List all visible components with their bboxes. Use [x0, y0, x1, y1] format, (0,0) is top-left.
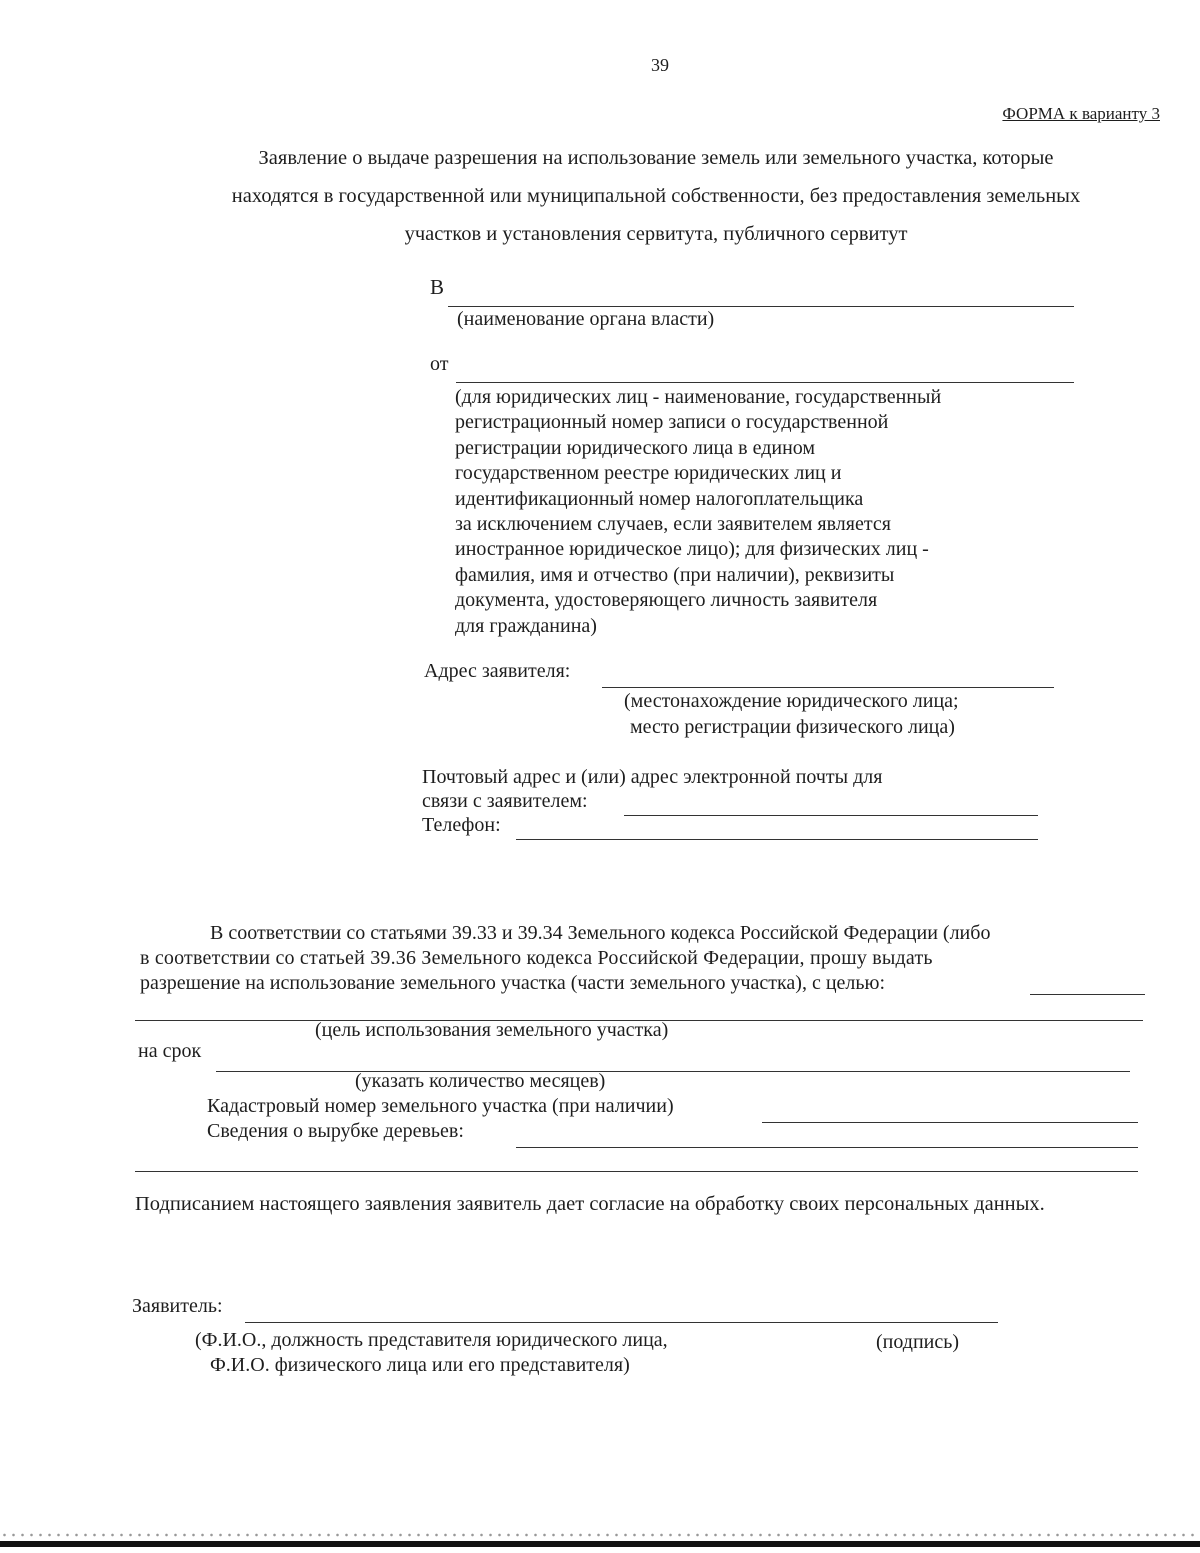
cadastral-field[interactable] [762, 1122, 1138, 1123]
applicant-caption-line: регистрационный номер записи о государственной [455, 411, 889, 434]
form-variant-label: ФОРМА к варианту 3 [1002, 104, 1160, 123]
applicant-caption-line: за исключением случаев, если заявителем является [455, 513, 891, 536]
consent-text: Подписанием настоящего заявления заявитель дает согласие на обработку своих персональных данных. [135, 1193, 1045, 1215]
title-line-3: участков и установления сервитута, публичного сервитут [404, 223, 908, 245]
trees-label: Сведения о вырубке деревьев: [207, 1120, 464, 1142]
address-caption-1: (местонахождение юридического лица; [624, 690, 959, 712]
applicant-caption-line: регистрации юридического лица в едином [455, 436, 816, 459]
applicant-caption-line: иностранное юридическое лицо); для физических лиц - [455, 538, 929, 561]
from-prefix: от [430, 353, 449, 375]
applicant-caption [455, 385, 1045, 639]
applicant-caption-line: фамилия, имя и отчество (при наличии), реквизиты [455, 563, 895, 586]
signature-caption-2: Ф.И.О. физического лица или его представителя) [210, 1354, 630, 1376]
title-line-1: Заявление о выдаче разрешения на использование земель или земельного участка, которые [258, 147, 1054, 169]
term-caption: (указать количество месяцев) [355, 1070, 606, 1092]
cadastral-label: Кадастровый номер земельного участка (при наличии) [207, 1095, 674, 1117]
authority-name-field[interactable] [448, 306, 1074, 307]
purpose-field-start[interactable] [1030, 994, 1145, 995]
applicant-caption-line: государственном реестре юридических лиц и [455, 462, 842, 485]
body-line-1: В соответствии со статьями 39.33 и 39.34 Земельного кодекса Российской Федерации (либо [210, 922, 991, 944]
address-caption-2: место регистрации физического лица) [630, 716, 955, 738]
applicant-caption-line: документа, удостоверяющего личность заявителя [455, 589, 878, 612]
applicant-caption-line: идентификационный номер налогоплательщика [455, 487, 864, 510]
title-line-2: находятся в государственной или муниципальной собственности, без предоставления земельных [231, 185, 1081, 207]
signature-field[interactable] [245, 1322, 998, 1323]
scan-noise [0, 1531, 1200, 1539]
applicant-caption-line: (для юридических лиц - наименование, государственный [455, 386, 942, 408]
applicant-field[interactable] [456, 382, 1074, 383]
authority-name-caption: (наименование органа власти) [457, 308, 715, 330]
postal-label-1: Почтовый адрес и (или) адрес электронной почты для [422, 766, 883, 788]
applicant-caption-line: для гражданина) [455, 614, 597, 637]
purpose-caption: (цель использования земельного участка) [315, 1019, 669, 1041]
body-line-2: в соответствии со статьей 39.36 Земельного кодекса Российской Федерации, прошу выдать [140, 947, 933, 969]
body-line-3: разрешение на использование земельного участка (части земельного участка), с целью: [140, 972, 885, 994]
term-field[interactable] [216, 1071, 1130, 1072]
phone-field[interactable] [516, 839, 1038, 840]
page-number: 39 [651, 55, 669, 75]
term-label: на срок [138, 1040, 202, 1062]
phone-label: Телефон: [422, 814, 501, 836]
signature-caption-1: (Ф.И.О., должность представителя юридического лица, [195, 1329, 668, 1351]
signature-label: Заявитель: [132, 1295, 223, 1317]
trees-field[interactable] [516, 1147, 1138, 1148]
trees-field-continued[interactable] [135, 1171, 1138, 1172]
sign-caption: (подпись) [876, 1331, 960, 1353]
to-prefix: В [430, 275, 445, 299]
postal-field[interactable] [624, 815, 1038, 816]
address-field[interactable] [602, 687, 1054, 688]
address-label: Адрес заявителя: [424, 660, 571, 682]
postal-label-2: связи с заявителем: [422, 790, 588, 812]
scan-bottom-edge [0, 1541, 1200, 1547]
